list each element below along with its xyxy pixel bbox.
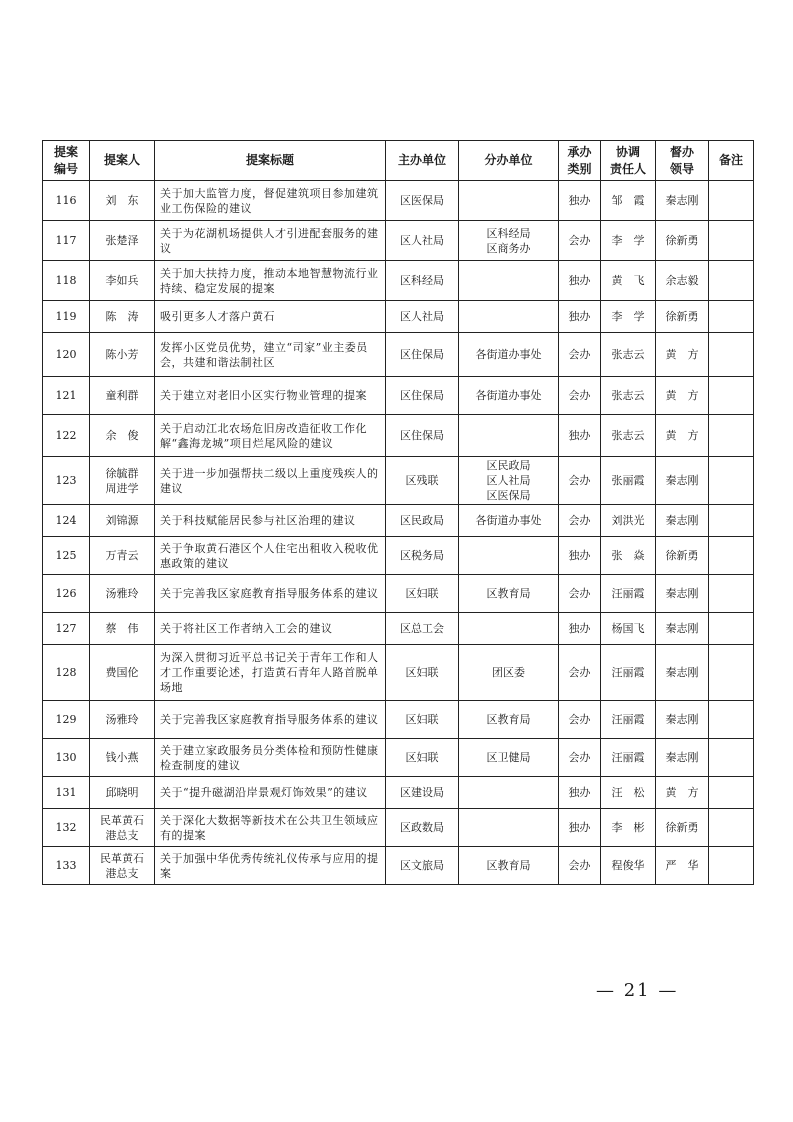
coordinator-cell: 邹 霞 xyxy=(601,181,656,221)
table-row xyxy=(43,739,754,777)
proposer-cell: 余 俊 xyxy=(90,415,155,457)
proposal-title-cell: 关于建立家政服务员分类体检和预防性健康检查制度的建议 xyxy=(155,739,386,777)
proposer-cell: 汤雅玲 xyxy=(90,575,155,613)
header-handling-type: 承办 类别 xyxy=(559,141,601,181)
proposal-title-cell: 关于加大扶持力度，推动本地智慧物流行业持续、稳定发展的提案 xyxy=(155,261,386,301)
table-row xyxy=(43,847,754,885)
handling-type-cell: 会办 xyxy=(559,505,601,537)
remarks-cell xyxy=(709,613,754,645)
handling-type-cell: 独办 xyxy=(559,301,601,333)
handling-type-cell: 独办 xyxy=(559,809,601,847)
proposal-title-cell: 关于完善我区家庭教育指导服务体系的建议 xyxy=(155,575,386,613)
proposal-title-cell: 关于进一步加强帮扶二级以上重度残疾人的建议 xyxy=(155,457,386,505)
supervisor-cell: 秦志刚 xyxy=(656,739,709,777)
remarks-cell xyxy=(709,377,754,415)
proposal-title-cell: 关于完善我区家庭教育指导服务体系的建议 xyxy=(155,701,386,739)
lead-unit-cell: 区科经局 xyxy=(386,261,459,301)
proposal-title-cell: 关于建立对老旧小区实行物业管理的提案 xyxy=(155,377,386,415)
header-proposer: 提案人 xyxy=(90,141,155,181)
proposal-no-cell: 121 xyxy=(43,377,90,415)
table-row xyxy=(43,701,754,739)
table-row xyxy=(43,505,754,537)
supervisor-cell: 秦志刚 xyxy=(656,505,709,537)
header-title: 提案标题 xyxy=(155,141,386,181)
supervisor-cell: 秦志刚 xyxy=(656,181,709,221)
proposal-no-cell: 128 xyxy=(43,645,90,701)
table-row xyxy=(43,809,754,847)
proposal-no-cell: 129 xyxy=(43,701,90,739)
handling-type-cell: 独办 xyxy=(559,777,601,809)
supervisor-cell: 余志毅 xyxy=(656,261,709,301)
lead-unit-cell: 区妇联 xyxy=(386,701,459,739)
lead-unit-cell: 区妇联 xyxy=(386,739,459,777)
proposal-no-cell: 131 xyxy=(43,777,90,809)
table-row xyxy=(43,221,754,261)
proposal-no-cell: 116 xyxy=(43,181,90,221)
proposer-cell: 民革黄石 港总支 xyxy=(90,847,155,885)
handling-type-cell: 会办 xyxy=(559,847,601,885)
header-proposal-no: 提案 编号 xyxy=(43,141,90,181)
table-row xyxy=(43,537,754,575)
assist-unit-cell xyxy=(459,777,559,809)
proposal-no-cell: 123 xyxy=(43,457,90,505)
handling-type-cell: 独办 xyxy=(559,261,601,301)
supervisor-cell: 秦志刚 xyxy=(656,645,709,701)
proposal-title-cell: 发挥小区党员优势，建立“司家”业主委员会，共建和谐法制社区 xyxy=(155,333,386,377)
lead-unit-cell: 区住保局 xyxy=(386,333,459,377)
assist-unit-cell xyxy=(459,613,559,645)
proposer-cell: 张楚泽 xyxy=(90,221,155,261)
coordinator-cell: 汪丽霞 xyxy=(601,739,656,777)
proposal-no-cell: 119 xyxy=(43,301,90,333)
coordinator-cell: 杨国飞 xyxy=(601,613,656,645)
coordinator-cell: 李 学 xyxy=(601,301,656,333)
header-supervisor: 督办 领导 xyxy=(656,141,709,181)
header-lead-unit: 主办单位 xyxy=(386,141,459,181)
coordinator-cell: 张丽霞 xyxy=(601,457,656,505)
remarks-cell xyxy=(709,777,754,809)
lead-unit-cell: 区政数局 xyxy=(386,809,459,847)
lead-unit-cell: 区文旅局 xyxy=(386,847,459,885)
assist-unit-cell xyxy=(459,809,559,847)
handling-type-cell: 会办 xyxy=(559,333,601,377)
proposal-title-cell: 吸引更多人才落户黄石 xyxy=(155,301,386,333)
proposal-title-cell: 为深入贯彻习近平总书记关于青年工作和人才工作重要论述，打造黄石青年人路首脱单场地 xyxy=(155,645,386,701)
proposer-cell: 汤雅玲 xyxy=(90,701,155,739)
lead-unit-cell: 区住保局 xyxy=(386,415,459,457)
coordinator-cell: 程俊华 xyxy=(601,847,656,885)
proposer-cell: 民革黄石 港总支 xyxy=(90,809,155,847)
handling-type-cell: 会办 xyxy=(559,739,601,777)
table-row xyxy=(43,645,754,701)
proposal-title-cell: 关于争取黄石港区个人住宅出租收入税收优惠政策的建议 xyxy=(155,537,386,575)
coordinator-cell: 张志云 xyxy=(601,415,656,457)
table-body xyxy=(43,181,754,885)
assist-unit-cell: 区教育局 xyxy=(459,575,559,613)
header-remarks: 备注 xyxy=(709,141,754,181)
supervisor-cell: 黄 方 xyxy=(656,777,709,809)
remarks-cell xyxy=(709,261,754,301)
remarks-cell xyxy=(709,505,754,537)
supervisor-cell: 徐新勇 xyxy=(656,809,709,847)
table-header-row xyxy=(43,141,754,181)
supervisor-cell: 秦志刚 xyxy=(656,457,709,505)
proposal-no-cell: 124 xyxy=(43,505,90,537)
coordinator-cell: 汪丽霞 xyxy=(601,645,656,701)
coordinator-cell: 张志云 xyxy=(601,377,656,415)
table-row xyxy=(43,613,754,645)
table-row xyxy=(43,333,754,377)
handling-type-cell: 会办 xyxy=(559,221,601,261)
proposal-no-cell: 126 xyxy=(43,575,90,613)
proposal-title-cell: 关于科技赋能居民参与社区治理的建议 xyxy=(155,505,386,537)
lead-unit-cell: 区人社局 xyxy=(386,221,459,261)
proposal-no-cell: 130 xyxy=(43,739,90,777)
assist-unit-cell: 区教育局 xyxy=(459,701,559,739)
table-row xyxy=(43,261,754,301)
proposal-no-cell: 117 xyxy=(43,221,90,261)
coordinator-cell: 张 焱 xyxy=(601,537,656,575)
remarks-cell xyxy=(709,181,754,221)
proposer-cell: 刘 东 xyxy=(90,181,155,221)
remarks-cell xyxy=(709,457,754,505)
assist-unit-cell xyxy=(459,537,559,575)
assist-unit-cell xyxy=(459,181,559,221)
lead-unit-cell: 区医保局 xyxy=(386,181,459,221)
assist-unit-cell xyxy=(459,301,559,333)
assist-unit-cell: 团区委 xyxy=(459,645,559,701)
proposal-title-cell: 关于为花湖机场提供人才引进配套服务的建议 xyxy=(155,221,386,261)
proposer-cell: 邱晓明 xyxy=(90,777,155,809)
proposal-no-cell: 127 xyxy=(43,613,90,645)
proposer-cell: 万青云 xyxy=(90,537,155,575)
lead-unit-cell: 区税务局 xyxy=(386,537,459,575)
table-row xyxy=(43,575,754,613)
coordinator-cell: 张志云 xyxy=(601,333,656,377)
coordinator-cell: 汪 松 xyxy=(601,777,656,809)
assist-unit-cell: 区卫健局 xyxy=(459,739,559,777)
handling-type-cell: 独办 xyxy=(559,415,601,457)
table-row xyxy=(43,457,754,505)
handling-type-cell: 会办 xyxy=(559,457,601,505)
lead-unit-cell: 区妇联 xyxy=(386,575,459,613)
supervisor-cell: 徐新勇 xyxy=(656,301,709,333)
handling-type-cell: 会办 xyxy=(559,377,601,415)
proposer-cell: 蔡 伟 xyxy=(90,613,155,645)
header-coordinator: 协调 责任人 xyxy=(601,141,656,181)
lead-unit-cell: 区妇联 xyxy=(386,645,459,701)
remarks-cell xyxy=(709,847,754,885)
assist-unit-cell xyxy=(459,415,559,457)
proposal-title-cell: 关于加强中华优秀传统礼仪传承与应用的提案 xyxy=(155,847,386,885)
supervisor-cell: 黄 方 xyxy=(656,415,709,457)
remarks-cell xyxy=(709,301,754,333)
coordinator-cell: 汪丽霞 xyxy=(601,575,656,613)
coordinator-cell: 汪丽霞 xyxy=(601,701,656,739)
table-row xyxy=(43,377,754,415)
remarks-cell xyxy=(709,333,754,377)
proposal-title-cell: 关于“提升磁湖沿岸景观灯饰效果”的建议 xyxy=(155,777,386,809)
proposer-cell: 童利群 xyxy=(90,377,155,415)
page-number: — 21 — xyxy=(596,980,679,1001)
proposal-title-cell: 关于加大监管力度，督促建筑项目参加建筑业工伤保险的建议 xyxy=(155,181,386,221)
proposal-title-cell: 关于深化大数据等新技术在公共卫生领域应有的提案 xyxy=(155,809,386,847)
coordinator-cell: 李 学 xyxy=(601,221,656,261)
proposer-cell: 刘锦源 xyxy=(90,505,155,537)
remarks-cell xyxy=(709,809,754,847)
table-row xyxy=(43,181,754,221)
coordinator-cell: 刘洪光 xyxy=(601,505,656,537)
handling-type-cell: 独办 xyxy=(559,537,601,575)
handling-type-cell: 独办 xyxy=(559,613,601,645)
proposer-cell: 陈 涛 xyxy=(90,301,155,333)
proposer-cell: 徐毓群 周进学 xyxy=(90,457,155,505)
proposal-title-cell: 关于启动江北农场危旧房改造征收工作化解“鑫海龙城”项目烂尾风险的建议 xyxy=(155,415,386,457)
supervisor-cell: 秦志刚 xyxy=(656,701,709,739)
handling-type-cell: 会办 xyxy=(559,575,601,613)
lead-unit-cell: 区人社局 xyxy=(386,301,459,333)
coordinator-cell: 李 彬 xyxy=(601,809,656,847)
handling-type-cell: 会办 xyxy=(559,645,601,701)
lead-unit-cell: 区民政局 xyxy=(386,505,459,537)
proposal-no-cell: 132 xyxy=(43,809,90,847)
supervisor-cell: 黄 方 xyxy=(656,333,709,377)
table-row xyxy=(43,301,754,333)
supervisor-cell: 秦志刚 xyxy=(656,613,709,645)
coordinator-cell: 黄 飞 xyxy=(601,261,656,301)
assist-unit-cell: 各街道办事处 xyxy=(459,505,559,537)
remarks-cell xyxy=(709,221,754,261)
proposer-cell: 钱小燕 xyxy=(90,739,155,777)
assist-unit-cell: 区科经局 区商务办 xyxy=(459,221,559,261)
supervisor-cell: 黄 方 xyxy=(656,377,709,415)
remarks-cell xyxy=(709,739,754,777)
handling-type-cell: 会办 xyxy=(559,701,601,739)
proposer-cell: 李如兵 xyxy=(90,261,155,301)
header-assist-unit: 分办单位 xyxy=(459,141,559,181)
remarks-cell xyxy=(709,537,754,575)
assist-unit-cell xyxy=(459,261,559,301)
proposal-no-cell: 120 xyxy=(43,333,90,377)
handling-type-cell: 独办 xyxy=(559,181,601,221)
assist-unit-cell: 区民政局 区人社局 区医保局 xyxy=(459,457,559,505)
lead-unit-cell: 区建设局 xyxy=(386,777,459,809)
proposal-no-cell: 125 xyxy=(43,537,90,575)
remarks-cell xyxy=(709,701,754,739)
lead-unit-cell: 区总工会 xyxy=(386,613,459,645)
proposer-cell: 陈小芳 xyxy=(90,333,155,377)
table-row xyxy=(43,777,754,809)
proposal-title-cell: 关于将社区工作者纳入工会的建议 xyxy=(155,613,386,645)
proposal-no-cell: 118 xyxy=(43,261,90,301)
lead-unit-cell: 区残联 xyxy=(386,457,459,505)
assist-unit-cell: 各街道办事处 xyxy=(459,377,559,415)
supervisor-cell: 徐新勇 xyxy=(656,537,709,575)
supervisor-cell: 徐新勇 xyxy=(656,221,709,261)
supervisor-cell: 严 华 xyxy=(656,847,709,885)
proposal-no-cell: 133 xyxy=(43,847,90,885)
lead-unit-cell: 区住保局 xyxy=(386,377,459,415)
assist-unit-cell: 区教育局 xyxy=(459,847,559,885)
proposal-table xyxy=(42,140,754,885)
remarks-cell xyxy=(709,645,754,701)
proposer-cell: 费国伦 xyxy=(90,645,155,701)
remarks-cell xyxy=(709,575,754,613)
proposal-no-cell: 122 xyxy=(43,415,90,457)
table-row xyxy=(43,415,754,457)
assist-unit-cell: 各街道办事处 xyxy=(459,333,559,377)
supervisor-cell: 秦志刚 xyxy=(656,575,709,613)
remarks-cell xyxy=(709,415,754,457)
